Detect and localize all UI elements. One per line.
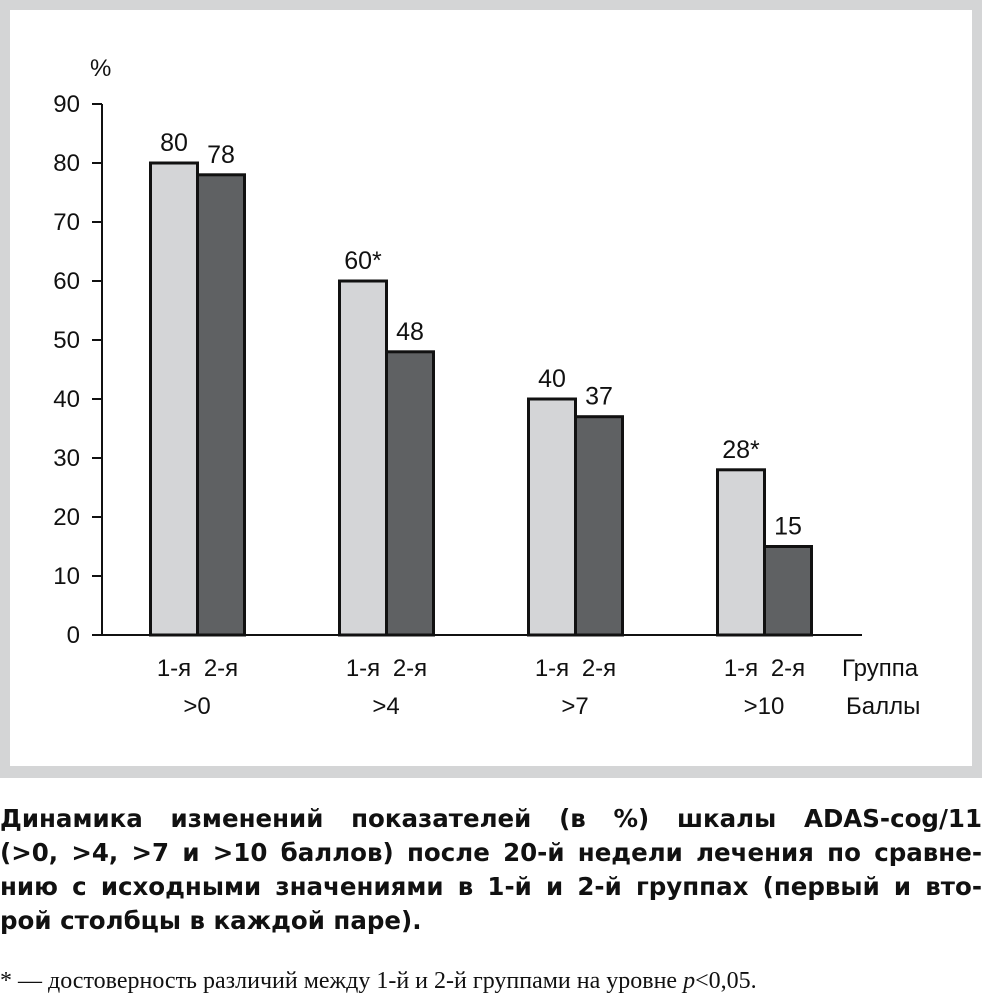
- x-axis-labels: [157, 655, 805, 720]
- group-name-label: 2-я: [770, 655, 806, 682]
- group-name-label: 1-я: [534, 655, 570, 682]
- bar-1-group->0: [151, 163, 198, 635]
- bar-2-group->4: [387, 352, 434, 635]
- bar-value-label: 40: [538, 365, 566, 393]
- footnote-text: * — достоверность различий между 1-й и 2-й группами на уровне: [0, 968, 684, 994]
- y-axis-unit-label: %: [90, 55, 112, 82]
- bar-1-group->7: [529, 399, 576, 635]
- bar-1-group->10: [718, 470, 765, 635]
- footnote-tail: <0,05.: [695, 968, 757, 994]
- bar-1-group->4: [340, 281, 387, 635]
- group-name-label: 2-я: [203, 655, 239, 682]
- y-tick-label: 30: [53, 445, 80, 472]
- bar-value-label: 78: [207, 140, 235, 169]
- category-label: >7: [561, 693, 589, 720]
- score-axis-label: Баллы: [846, 693, 921, 720]
- y-tick-label: 50: [53, 327, 80, 354]
- bar-2-group->7: [576, 417, 623, 635]
- bar-value-label: 80: [160, 129, 188, 157]
- y-tick-label: 80: [53, 150, 80, 177]
- bar-value-label: 60*: [344, 247, 382, 275]
- caption-line: нию с исходными значениями в 1-й и 2-й группах (первый и вто-: [0, 872, 982, 901]
- footnote-p-variable: p: [683, 968, 696, 994]
- group-name-label: 1-я: [345, 655, 381, 682]
- y-axis-ticks: [53, 91, 102, 649]
- group-name-label: 1-я: [723, 655, 759, 682]
- caption-line: (>0, >4, >7 и >10 баллов) после 20-й недели лечения по сравне-: [0, 838, 982, 867]
- y-tick-label: 10: [53, 563, 80, 590]
- y-tick-label: 60: [53, 268, 80, 295]
- bar-chart: [10, 10, 972, 766]
- y-tick-label: 90: [53, 91, 80, 118]
- group-name-label: 1-я: [156, 655, 192, 682]
- bars: [151, 129, 812, 635]
- y-tick-label: 0: [66, 622, 80, 649]
- category-label: >10: [743, 693, 785, 720]
- bar-2-group->10: [765, 547, 812, 636]
- bar-value-label: 48: [396, 317, 424, 346]
- bar-2-group->0: [198, 175, 245, 635]
- footnote: [0, 966, 982, 996]
- figure-caption: [0, 802, 982, 938]
- y-tick-label: 40: [53, 386, 80, 413]
- bar-value-label: 37: [585, 382, 613, 411]
- y-tick-label: 20: [53, 504, 80, 531]
- group-axis-label: Группа: [842, 655, 919, 682]
- y-tick-label: 70: [53, 209, 80, 236]
- caption-line: Динамика изменений показателей (в %) шкалы ADAS-cog/11: [0, 804, 982, 833]
- figure-panel: [10, 10, 972, 766]
- bar-value-label: 15: [774, 512, 802, 541]
- caption-line: рой столбцы в каждой паре).: [0, 906, 422, 935]
- group-name-label: 2-я: [392, 655, 428, 682]
- category-label: >0: [183, 693, 211, 720]
- bar-value-label: 28*: [722, 435, 760, 464]
- group-name-label: 2-я: [581, 655, 617, 682]
- category-label: >4: [372, 693, 400, 720]
